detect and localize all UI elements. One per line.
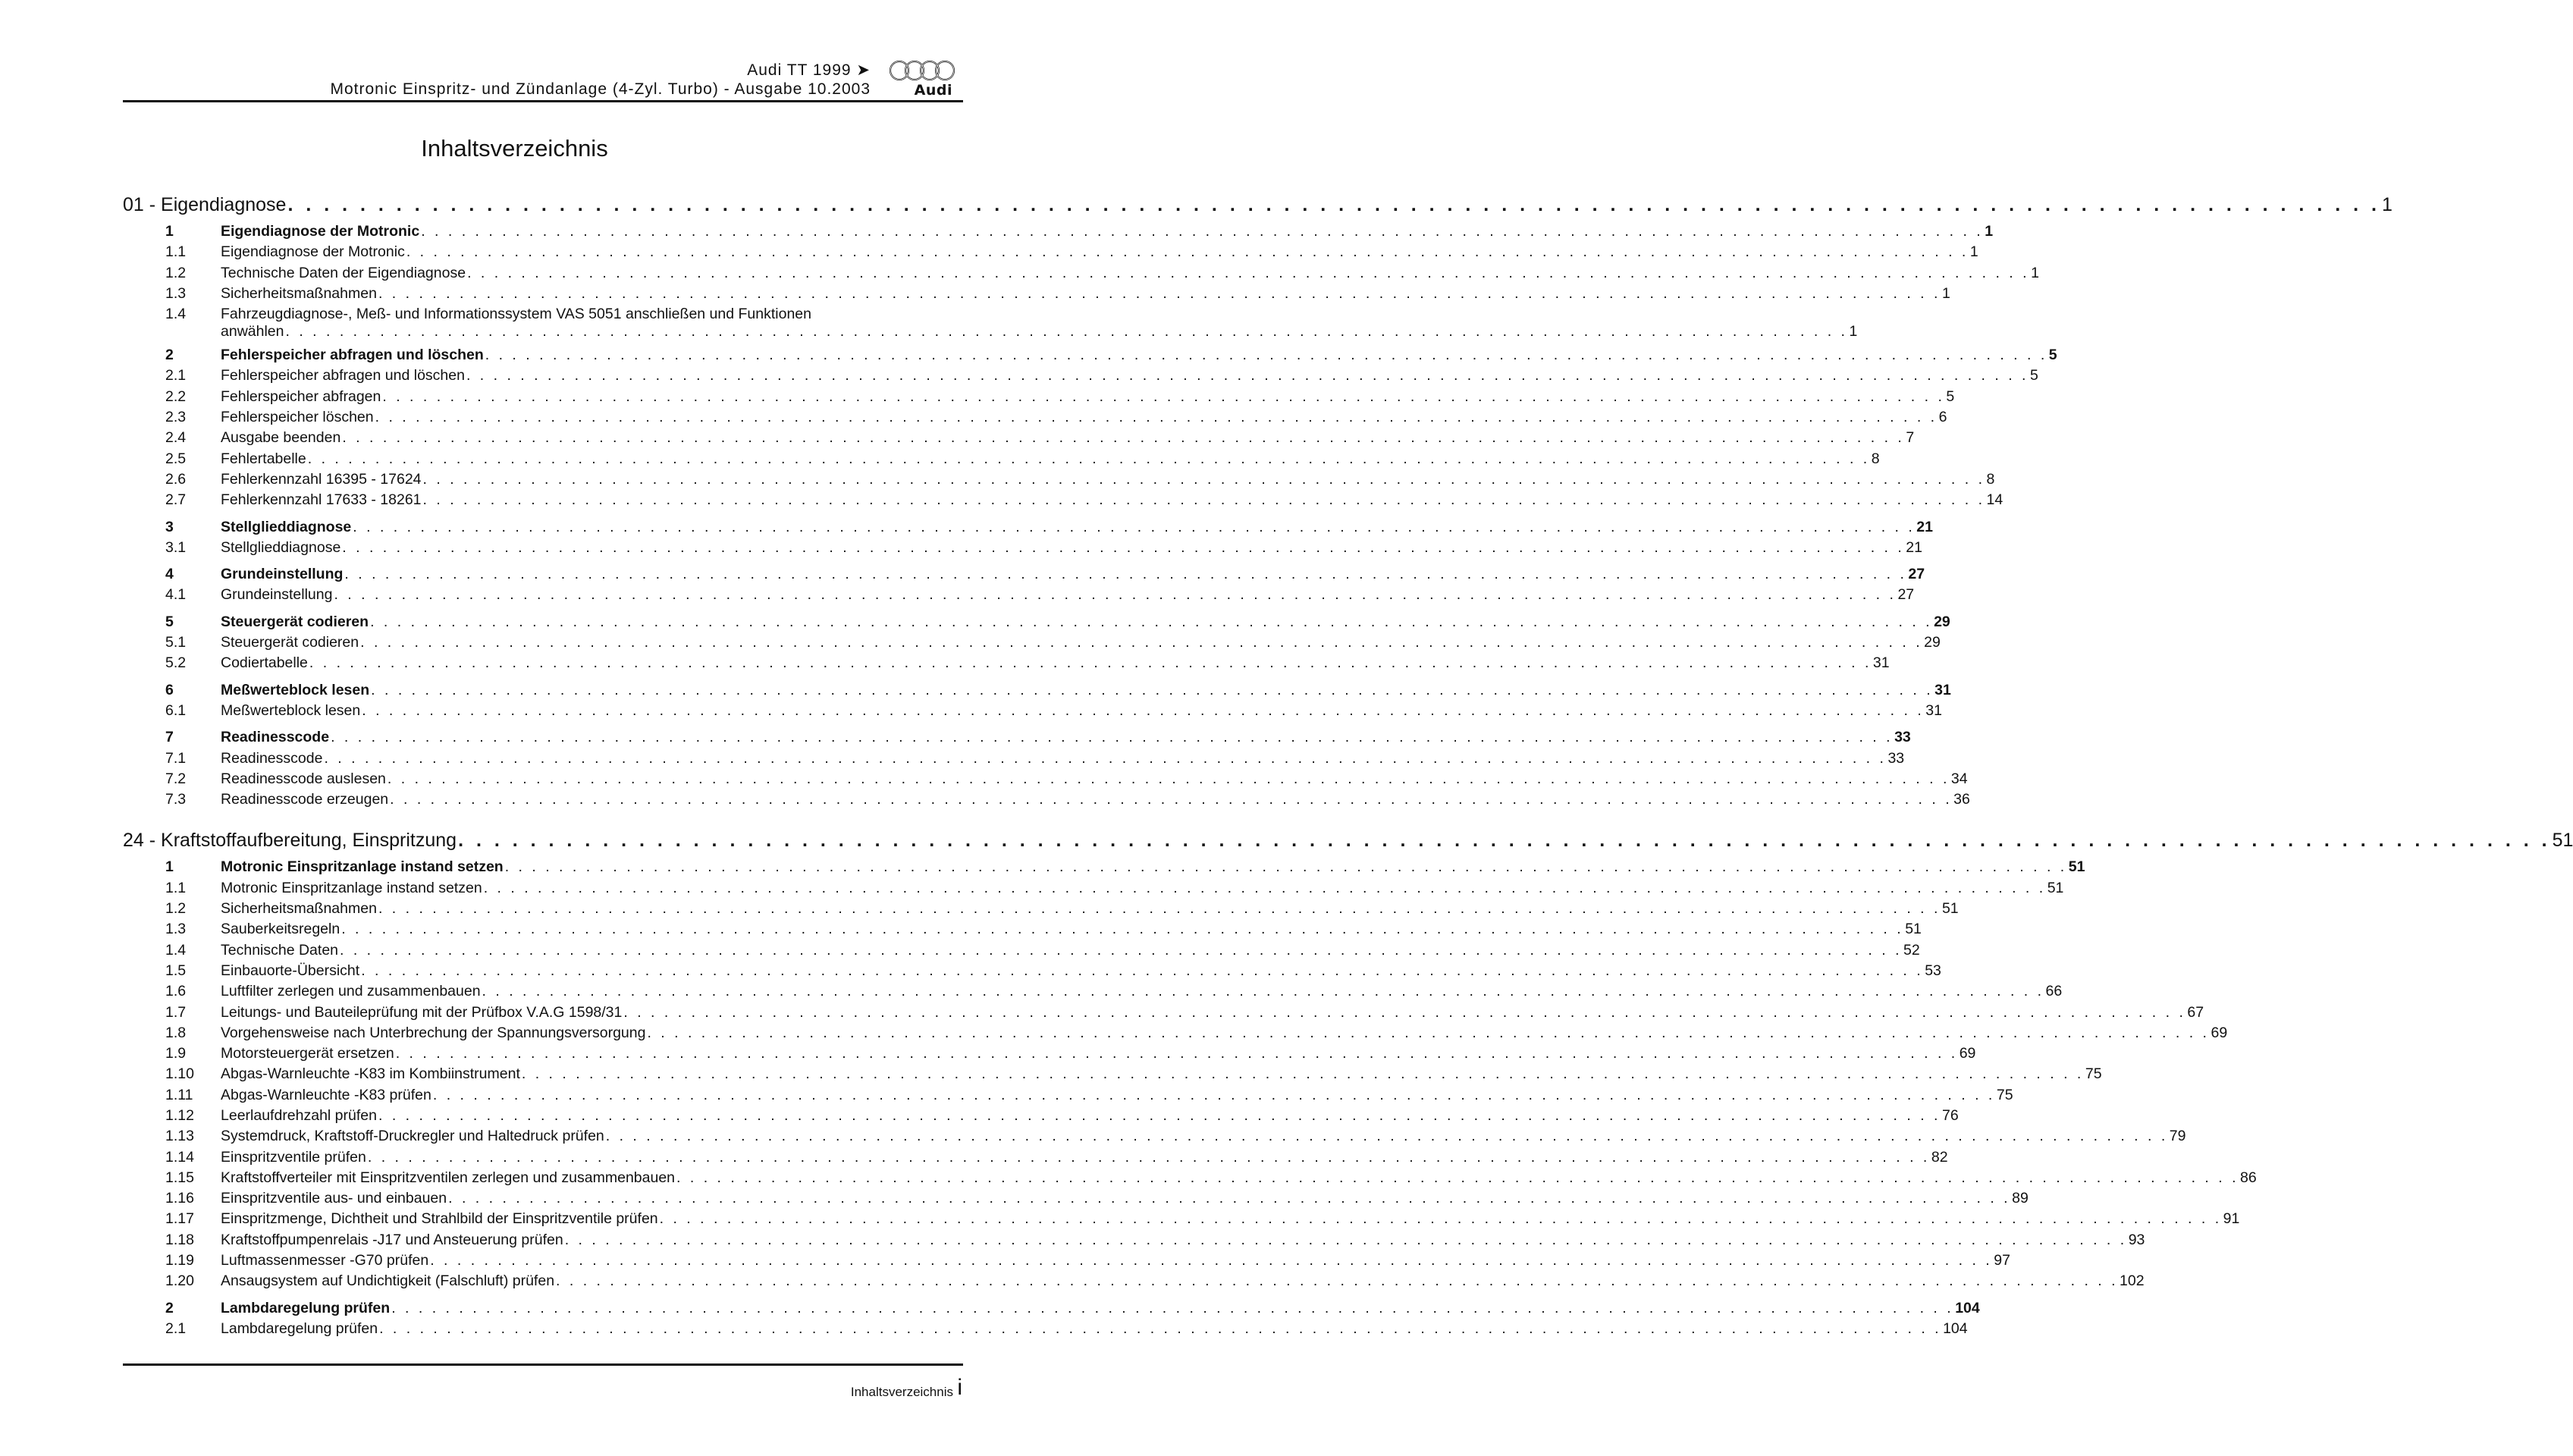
entry-page: 8 bbox=[1871, 450, 1880, 467]
entry-number: 1.5 bbox=[165, 962, 187, 979]
entry-number: 6.1 bbox=[165, 701, 187, 719]
toc-subsection[interactable] bbox=[123, 1169, 2257, 1190]
toc-subsection[interactable] bbox=[123, 879, 2064, 900]
entry-number: 2.2 bbox=[165, 388, 187, 405]
entry-label: Einspritzventile prüfen bbox=[221, 1148, 366, 1166]
entry-label: Readinesscode bbox=[221, 729, 330, 746]
toc-subsection[interactable] bbox=[123, 1065, 2102, 1086]
entry-label: Vorgehensweise nach Unterbrechung der Spannungsversorgung bbox=[221, 1024, 646, 1041]
entry-label: Motorsteuergerät ersetzen bbox=[221, 1045, 394, 1062]
entry-label: Readinesscode auslesen bbox=[221, 770, 386, 787]
toc-chapter[interactable] bbox=[123, 830, 2573, 855]
entry-page: 51 bbox=[2047, 879, 2064, 896]
toc-subsection[interactable] bbox=[123, 1024, 2228, 1045]
toc-subsection[interactable] bbox=[123, 1106, 1959, 1128]
entry-page: 104 bbox=[1955, 1299, 1980, 1316]
toc-subsection[interactable] bbox=[123, 538, 1922, 560]
toc-subsection[interactable] bbox=[123, 1252, 2010, 1272]
toc-subsection[interactable] bbox=[123, 770, 1968, 791]
toc-subsection[interactable] bbox=[123, 429, 1915, 450]
entry-label: Lambdaregelung prüfen bbox=[221, 1299, 391, 1316]
entry-label: Fehlerspeicher abfragen bbox=[221, 388, 381, 405]
entry-number: 3.1 bbox=[165, 538, 187, 556]
entry-number: 2.1 bbox=[165, 367, 187, 384]
leader-dots bbox=[306, 450, 1872, 468]
entry-number: 4 bbox=[165, 566, 174, 583]
entry-page: 21 bbox=[1906, 538, 1922, 556]
entry-label: Technische Daten bbox=[221, 941, 339, 959]
toc-subsection[interactable] bbox=[123, 1003, 2204, 1025]
entry-page: 52 bbox=[1903, 941, 1920, 959]
entry-number: 1.4 bbox=[165, 306, 187, 323]
toc-section[interactable] bbox=[123, 223, 1994, 243]
leader-dots bbox=[377, 900, 1942, 918]
entry-page: 1 bbox=[1849, 323, 1858, 340]
entry-page: 21 bbox=[1916, 518, 1933, 535]
entry-label: Leitungs- und Bauteileprüfung mit der Prüfbox V.A.G 1598/31 bbox=[221, 1003, 623, 1021]
leader-dots bbox=[675, 1169, 2240, 1187]
entry-number: 1.1 bbox=[165, 879, 187, 896]
entry-number: 1.13 bbox=[165, 1128, 194, 1145]
entry-number: 2.6 bbox=[165, 470, 187, 488]
toc-section[interactable] bbox=[123, 347, 2057, 367]
entry-number: 1.12 bbox=[165, 1106, 194, 1124]
entry-label: Lambdaregelung prüfen bbox=[221, 1320, 378, 1337]
entry-label: Eigendiagnose der Motronic bbox=[221, 243, 405, 261]
leader-dots bbox=[428, 1252, 1994, 1269]
entry-number: 7.3 bbox=[165, 791, 187, 808]
entry-label: Grundeinstellung bbox=[221, 586, 333, 604]
entry-label: Readinesscode bbox=[221, 749, 323, 767]
entry-page: 104 bbox=[1943, 1320, 1968, 1337]
entry-page: 89 bbox=[2012, 1190, 2029, 1207]
entry-page: 53 bbox=[1925, 962, 1941, 979]
entry-label: Ausgabe beenden bbox=[221, 429, 341, 447]
toc-subsection[interactable] bbox=[123, 1272, 2145, 1293]
entry-page: 1 bbox=[1941, 284, 1950, 302]
toc-subsection[interactable] bbox=[123, 409, 1947, 429]
leader-dots bbox=[520, 1065, 2085, 1083]
entry-number: 1.9 bbox=[165, 1045, 187, 1062]
entry-number: 6 bbox=[165, 681, 174, 698]
entry-page: 67 bbox=[2187, 1003, 2204, 1021]
leader-dots bbox=[369, 682, 1934, 699]
entry-number: 1.19 bbox=[165, 1252, 194, 1269]
entry-label: Motronic Einspritzanlage instand setzen bbox=[221, 879, 482, 896]
leader-dots bbox=[482, 880, 2047, 897]
leader-dots bbox=[457, 830, 2552, 852]
leader-dots bbox=[447, 1190, 2012, 1207]
page-header bbox=[123, 58, 963, 102]
entry-number: 2.4 bbox=[165, 429, 187, 447]
entry-page: 51 bbox=[1905, 921, 1922, 938]
entry-number: 5 bbox=[165, 613, 174, 630]
entry-number: 4.1 bbox=[165, 586, 187, 604]
entry-label: Leerlaufdrehzahl prüfen bbox=[221, 1106, 377, 1124]
entry-number: 1.10 bbox=[165, 1065, 194, 1083]
entry-number: 1.11 bbox=[165, 1086, 193, 1103]
toc-section[interactable] bbox=[123, 1299, 1980, 1320]
entry-label: Stellglieddiagnose bbox=[221, 518, 352, 535]
entry-number: 1.17 bbox=[165, 1210, 194, 1228]
leader-dots bbox=[390, 1300, 1955, 1317]
entry-label: Technische Daten der Eigendiagnose bbox=[221, 264, 466, 281]
header-model: Audi TT 1999 ➤ bbox=[747, 61, 871, 79]
table-of-contents bbox=[123, 194, 2573, 1341]
toc-subsection[interactable] bbox=[123, 491, 2003, 512]
toc-subsection[interactable] bbox=[123, 1086, 2013, 1107]
entry-number: 1.18 bbox=[165, 1231, 194, 1248]
toc-subsection[interactable] bbox=[123, 1128, 2186, 1148]
toc-section[interactable] bbox=[123, 518, 1933, 539]
entry-label: Luftfilter zerlegen und zusammenbauen bbox=[221, 983, 481, 1000]
entry-page: 82 bbox=[1931, 1148, 1948, 1166]
toc-section[interactable] bbox=[123, 613, 1950, 634]
entry-page: 31 bbox=[1934, 681, 1951, 698]
entry-number: 7 bbox=[165, 729, 174, 746]
leader-dots bbox=[360, 702, 1925, 720]
entry-page: 29 bbox=[1934, 613, 1950, 630]
entry-label: Abgas-Warnleuchte -K83 prüfen bbox=[221, 1086, 431, 1103]
entry-page: 36 bbox=[1953, 791, 1970, 808]
entry-label: Grundeinstellung bbox=[221, 566, 344, 583]
entry-page: 69 bbox=[1959, 1045, 1976, 1062]
toc-subsection[interactable] bbox=[123, 367, 2038, 388]
leader-dots bbox=[332, 586, 1897, 604]
toc-subsection[interactable] bbox=[123, 264, 2039, 285]
leader-dots bbox=[422, 471, 1987, 488]
leader-dots bbox=[386, 770, 1951, 788]
toc-subsection[interactable] bbox=[123, 962, 1941, 983]
toc-subsection[interactable] bbox=[123, 470, 1995, 491]
entry-label: Steuergerät codieren bbox=[221, 613, 369, 630]
leader-dots bbox=[374, 409, 1939, 426]
entry-number: 1.4 bbox=[165, 941, 187, 959]
entry-label: Fehlerkennzahl 17633 - 18261 bbox=[221, 491, 422, 509]
leader-dots bbox=[369, 613, 1934, 631]
entry-number: 1.7 bbox=[165, 1003, 187, 1021]
entry-number: 1.16 bbox=[165, 1190, 194, 1207]
toc-subsection[interactable] bbox=[123, 450, 1880, 471]
entry-page: 91 bbox=[2223, 1210, 2240, 1228]
entry-label: Kraftstoffpumpenrelais -J17 und Ansteuerung prüfen bbox=[221, 1231, 563, 1248]
entry-number: 1.15 bbox=[165, 1169, 194, 1186]
entry-number: 7.2 bbox=[165, 770, 187, 787]
toc-subsection[interactable] bbox=[123, 243, 1978, 264]
footer-page-number: i bbox=[957, 1375, 962, 1400]
entry-label: Eigendiagnose der Motronic bbox=[221, 223, 420, 240]
leader-dots bbox=[308, 654, 1873, 672]
toc-subsection[interactable] bbox=[123, 1045, 1976, 1065]
entry-label: Ansaugsystem auf Undichtigkeit (Falschluft) prüfen bbox=[221, 1272, 555, 1290]
toc-subsection[interactable] bbox=[123, 941, 1920, 962]
entry-label: Steuergerät codieren bbox=[221, 634, 359, 651]
toc-chapter[interactable] bbox=[123, 194, 2393, 220]
leader-dots bbox=[504, 858, 2069, 876]
entry-number: 1.2 bbox=[165, 264, 187, 281]
entry-number: 2 bbox=[165, 1299, 174, 1316]
leader-dots bbox=[377, 1107, 1942, 1125]
entry-label: Meßwerteblock lesen bbox=[221, 701, 361, 719]
toc-subsection[interactable] bbox=[123, 701, 1942, 723]
entry-number: 7.1 bbox=[165, 749, 187, 767]
entry-label: Fehlerspeicher abfragen und löschen bbox=[221, 367, 465, 384]
entry-page: 51 bbox=[2068, 858, 2085, 876]
toc-subsection[interactable] bbox=[123, 654, 1890, 675]
leader-dots bbox=[465, 367, 2030, 384]
entry-number: 2.7 bbox=[165, 491, 187, 509]
entry-page: 33 bbox=[1887, 749, 1905, 767]
entry-number: 1.1 bbox=[165, 243, 187, 261]
leader-dots bbox=[351, 519, 1916, 536]
leader-dots bbox=[286, 194, 2381, 216]
leader-dots bbox=[359, 962, 1925, 980]
leader-dots bbox=[329, 729, 1894, 746]
leader-dots bbox=[377, 285, 1942, 303]
entry-page: 51 bbox=[1941, 900, 1959, 918]
entry-page: 86 bbox=[2240, 1169, 2257, 1186]
toc-section[interactable] bbox=[123, 566, 1925, 586]
entry-page: 75 bbox=[1996, 1086, 2013, 1103]
header-divider bbox=[123, 100, 963, 102]
entry-number: 1.14 bbox=[165, 1148, 194, 1166]
entry-number: 3 bbox=[165, 518, 174, 535]
entry-page: 79 bbox=[2169, 1128, 2186, 1145]
entry-number: 1.8 bbox=[165, 1024, 187, 1041]
entry-page: 8 bbox=[1986, 470, 1995, 488]
entry-label: Systemdruck, Kraftstoff-Druckregler und Haltedruck prüfen bbox=[221, 1128, 604, 1145]
toc-section[interactable] bbox=[123, 729, 1911, 749]
toc-subsection[interactable] bbox=[123, 634, 1941, 654]
entry-label: Einspritzmenge, Dichtheit und Strahlbild der Einspritzventile prüfen bbox=[221, 1210, 658, 1228]
leader-dots bbox=[322, 750, 1887, 767]
chapter-title: 24 - Kraftstoffaufbereitung, Einspritzung bbox=[123, 830, 457, 852]
audi-brand-text: Audi bbox=[914, 82, 952, 99]
leader-dots bbox=[405, 243, 1970, 261]
entry-page: 66 bbox=[2045, 983, 2063, 1000]
entry-page: 5 bbox=[2048, 347, 2057, 364]
entry-number: 2 bbox=[165, 347, 174, 364]
toc-subsection[interactable] bbox=[123, 791, 1970, 811]
entry-label: Einspritzventile aus- und einbauen bbox=[221, 1190, 447, 1207]
entry-label-continued: anwählen bbox=[221, 323, 284, 340]
entry-page: 5 bbox=[2029, 367, 2038, 384]
toc-subsection[interactable] bbox=[123, 1320, 1968, 1341]
leader-dots bbox=[366, 1149, 1931, 1166]
entry-number: 1 bbox=[165, 223, 174, 240]
toc-subsection[interactable] bbox=[123, 306, 1858, 340]
entry-label: Sauberkeitsregeln bbox=[221, 921, 340, 938]
audi-logo-icon bbox=[884, 59, 960, 99]
leader-dots bbox=[340, 429, 1906, 447]
entry-page: 102 bbox=[2120, 1272, 2145, 1290]
entry-label: Sicherheitsmaßnahmen bbox=[221, 284, 377, 302]
footer-divider bbox=[123, 1363, 963, 1366]
entry-number: 5.1 bbox=[165, 634, 187, 651]
entry-label: Fehlerspeicher löschen bbox=[221, 409, 374, 426]
entry-page: 1 bbox=[1985, 223, 1994, 240]
entry-label: Motronic Einspritzanlage instand setzen bbox=[221, 858, 504, 876]
leader-dots bbox=[419, 223, 1985, 240]
toc-subsection[interactable] bbox=[123, 388, 1955, 409]
leader-dots bbox=[394, 1045, 1960, 1062]
entry-page: 76 bbox=[1941, 1106, 1959, 1124]
toc-subsection[interactable] bbox=[123, 1190, 2029, 1210]
leader-dots bbox=[431, 1087, 1997, 1104]
leader-dots bbox=[359, 634, 1924, 651]
page-title: Inhaltsverzeichnis bbox=[421, 135, 608, 162]
footer-section-name: Inhaltsverzeichnis bbox=[850, 1385, 953, 1399]
entry-label: Kraftstoffverteiler mit Einspritzventilen zerlegen und zusammenbauen bbox=[221, 1169, 676, 1186]
chapter-title: 01 - Eigendiagnose bbox=[123, 194, 287, 215]
leader-dots bbox=[388, 791, 1953, 808]
toc-section[interactable] bbox=[123, 681, 1951, 702]
entry-number: 5.2 bbox=[165, 654, 187, 672]
toc-subsection[interactable] bbox=[123, 586, 1915, 607]
entry-page: 31 bbox=[1872, 654, 1890, 672]
entry-number: 2.3 bbox=[165, 409, 187, 426]
leader-dots bbox=[563, 1232, 2129, 1249]
entry-page: 1 bbox=[1969, 243, 1978, 261]
entry-page: 93 bbox=[2128, 1231, 2145, 1248]
entry-label: Stellglieddiagnose bbox=[221, 538, 341, 556]
entry-label: Fehlertabelle bbox=[221, 450, 306, 467]
entry-label: Fahrzeugdiagnose-, Meß- und Informationssystem VAS 5051 anschließen und Funktionen bbox=[221, 306, 811, 323]
entry-number: 1.3 bbox=[165, 921, 187, 938]
entry-label: Readinesscode erzeugen bbox=[221, 791, 389, 808]
leader-dots bbox=[284, 323, 1849, 340]
toc-subsection[interactable] bbox=[123, 749, 1905, 770]
entry-number: 2.5 bbox=[165, 450, 187, 467]
chapter-page: 1 bbox=[2381, 194, 2393, 215]
entry-number: 1 bbox=[165, 858, 174, 876]
entry-page: 27 bbox=[1908, 566, 1925, 583]
leader-dots bbox=[422, 491, 1987, 509]
header-subtitle: Motronic Einspritz- und Zündanlage (4-Zyl. Turbo) - Ausgabe 10.2003 bbox=[330, 80, 871, 98]
leader-dots bbox=[645, 1025, 2211, 1042]
leader-dots bbox=[658, 1210, 2223, 1228]
entry-page: 75 bbox=[2085, 1065, 2102, 1083]
chapter-page: 51 bbox=[2552, 830, 2573, 852]
entry-page: 34 bbox=[1950, 770, 1968, 787]
entry-number: 1.20 bbox=[165, 1272, 194, 1290]
toc-subsection[interactable] bbox=[123, 900, 1959, 921]
leader-dots bbox=[466, 265, 2031, 282]
entry-page: 31 bbox=[1925, 701, 1942, 719]
entry-label: Fehlerspeicher abfragen und löschen bbox=[221, 347, 484, 364]
toc-subsection[interactable] bbox=[123, 284, 1950, 306]
entry-page: 7 bbox=[1906, 429, 1915, 447]
entry-page: 69 bbox=[2211, 1024, 2228, 1041]
entry-page: 29 bbox=[1924, 634, 1941, 651]
leader-dots bbox=[340, 539, 1906, 557]
entry-label: Codiertabelle bbox=[221, 654, 308, 672]
entry-label: Einbauorte-Übersicht bbox=[221, 962, 360, 979]
leader-dots bbox=[622, 1004, 2187, 1021]
leader-dots bbox=[381, 388, 1946, 406]
entry-label: Sicherheitsmaßnahmen bbox=[221, 900, 377, 918]
entry-number: 2.1 bbox=[165, 1320, 187, 1337]
entry-page: 97 bbox=[1994, 1252, 2010, 1269]
entry-label: Abgas-Warnleuchte -K83 im Kombiinstrument bbox=[221, 1065, 520, 1083]
entry-number: 1.3 bbox=[165, 284, 187, 302]
leader-dots bbox=[340, 921, 1905, 938]
entry-page: 6 bbox=[1938, 409, 1947, 426]
entry-page: 27 bbox=[1897, 586, 1915, 604]
leader-dots bbox=[338, 942, 1903, 959]
toc-subsection[interactable] bbox=[123, 983, 2063, 1003]
leader-dots bbox=[343, 566, 1908, 583]
entry-number: 1.2 bbox=[165, 900, 187, 918]
toc-subsection[interactable] bbox=[123, 1148, 1948, 1169]
entry-page: 14 bbox=[1986, 491, 2003, 509]
entry-page: 33 bbox=[1894, 729, 1911, 746]
entry-label: Luftmassenmesser -G70 prüfen bbox=[221, 1252, 429, 1269]
leader-dots bbox=[378, 1320, 1943, 1338]
leader-dots bbox=[484, 347, 2049, 364]
entry-label: Meßwerteblock lesen bbox=[221, 681, 370, 698]
leader-dots bbox=[481, 983, 2046, 1000]
toc-subsection[interactable] bbox=[123, 1231, 2145, 1252]
leader-dots bbox=[554, 1272, 2120, 1290]
toc-subsection[interactable] bbox=[123, 921, 1922, 941]
entry-page: 1 bbox=[2031, 264, 2039, 281]
toc-subsection[interactable] bbox=[123, 1210, 2240, 1231]
toc-section[interactable] bbox=[123, 858, 2085, 879]
entry-label: Fehlerkennzahl 16395 - 17624 bbox=[221, 470, 422, 488]
entry-page: 5 bbox=[1946, 388, 1955, 405]
entry-number: 1.6 bbox=[165, 983, 187, 1000]
leader-dots bbox=[604, 1128, 2170, 1145]
